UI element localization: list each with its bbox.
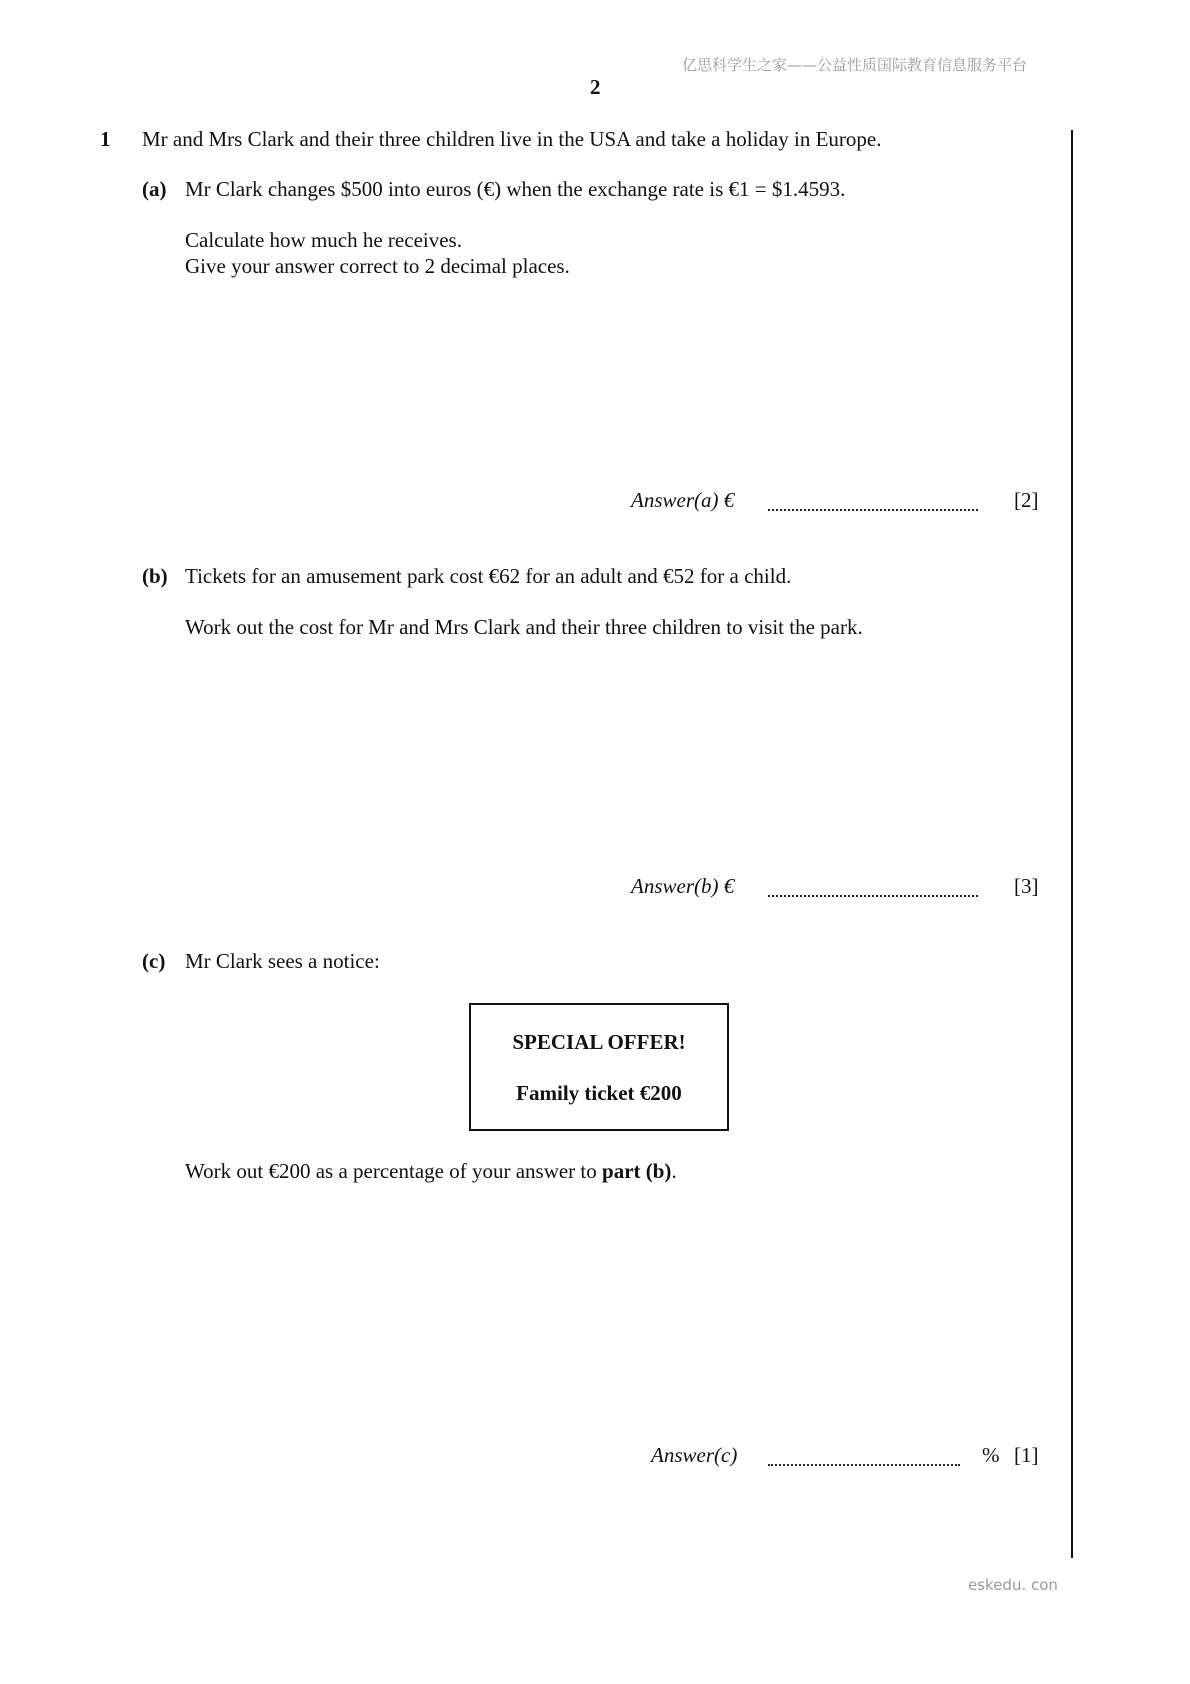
part-c-instruction-prefix: Work out €200 as a percentage of your answer to: [185, 1159, 603, 1183]
part-b-instruction: Work out the cost for Mr and Mrs Clark and their three children to visit the park.: [185, 615, 863, 639]
part-c-answer-line[interactable]: [768, 1460, 960, 1466]
part-b-label: (b): [142, 564, 168, 588]
part-a-answer-line[interactable]: [768, 505, 978, 511]
part-b-answer-line[interactable]: [768, 891, 978, 897]
footer-site: eskedu. con: [968, 1576, 1058, 1594]
page-number: 2: [590, 75, 601, 99]
question-number: 1: [100, 127, 111, 151]
notice-title: SPECIAL OFFER!: [512, 1030, 686, 1054]
part-b-answer-label: Answer(b) €: [631, 874, 735, 898]
part-c-label: (c): [142, 949, 166, 973]
part-c-unit: %: [982, 1443, 1000, 1467]
part-c-instruction-bold: part (b): [602, 1159, 672, 1183]
part-c-text: Mr Clark sees a notice:: [185, 949, 380, 973]
special-offer-notice: [469, 1003, 729, 1131]
part-a-marks: [2]: [1014, 488, 1039, 512]
part-c-marks: [1]: [1014, 1443, 1039, 1467]
notice-body: Family ticket €200: [516, 1081, 682, 1105]
part-b-marks: [3]: [1014, 874, 1039, 898]
header-watermark: 亿思科学生之家——公益性质国际教育信息服务平台: [682, 56, 1028, 74]
part-c-instruction: [185, 1159, 677, 1184]
part-b-text: Tickets for an amusement park cost €62 for an adult and €52 for a child.: [185, 564, 792, 588]
question-stem: Mr and Mrs Clark and their three children live in the USA and take a holiday in Europe.: [142, 127, 882, 151]
part-c-instruction-suffix: .: [671, 1159, 677, 1183]
part-a-answer-label: Answer(a) €: [631, 488, 735, 512]
part-a-instruction-1: Calculate how much he receives.: [185, 228, 462, 252]
part-c-answer-label: Answer(c): [651, 1443, 738, 1467]
part-a-instruction-2: Give your answer correct to 2 decimal places.: [185, 254, 570, 278]
part-a-text: Mr Clark changes $500 into euros (€) when the exchange rate is €1 = $1.4593.: [185, 177, 846, 201]
right-margin-line: [1071, 130, 1073, 1558]
part-a-label: (a): [142, 177, 167, 201]
